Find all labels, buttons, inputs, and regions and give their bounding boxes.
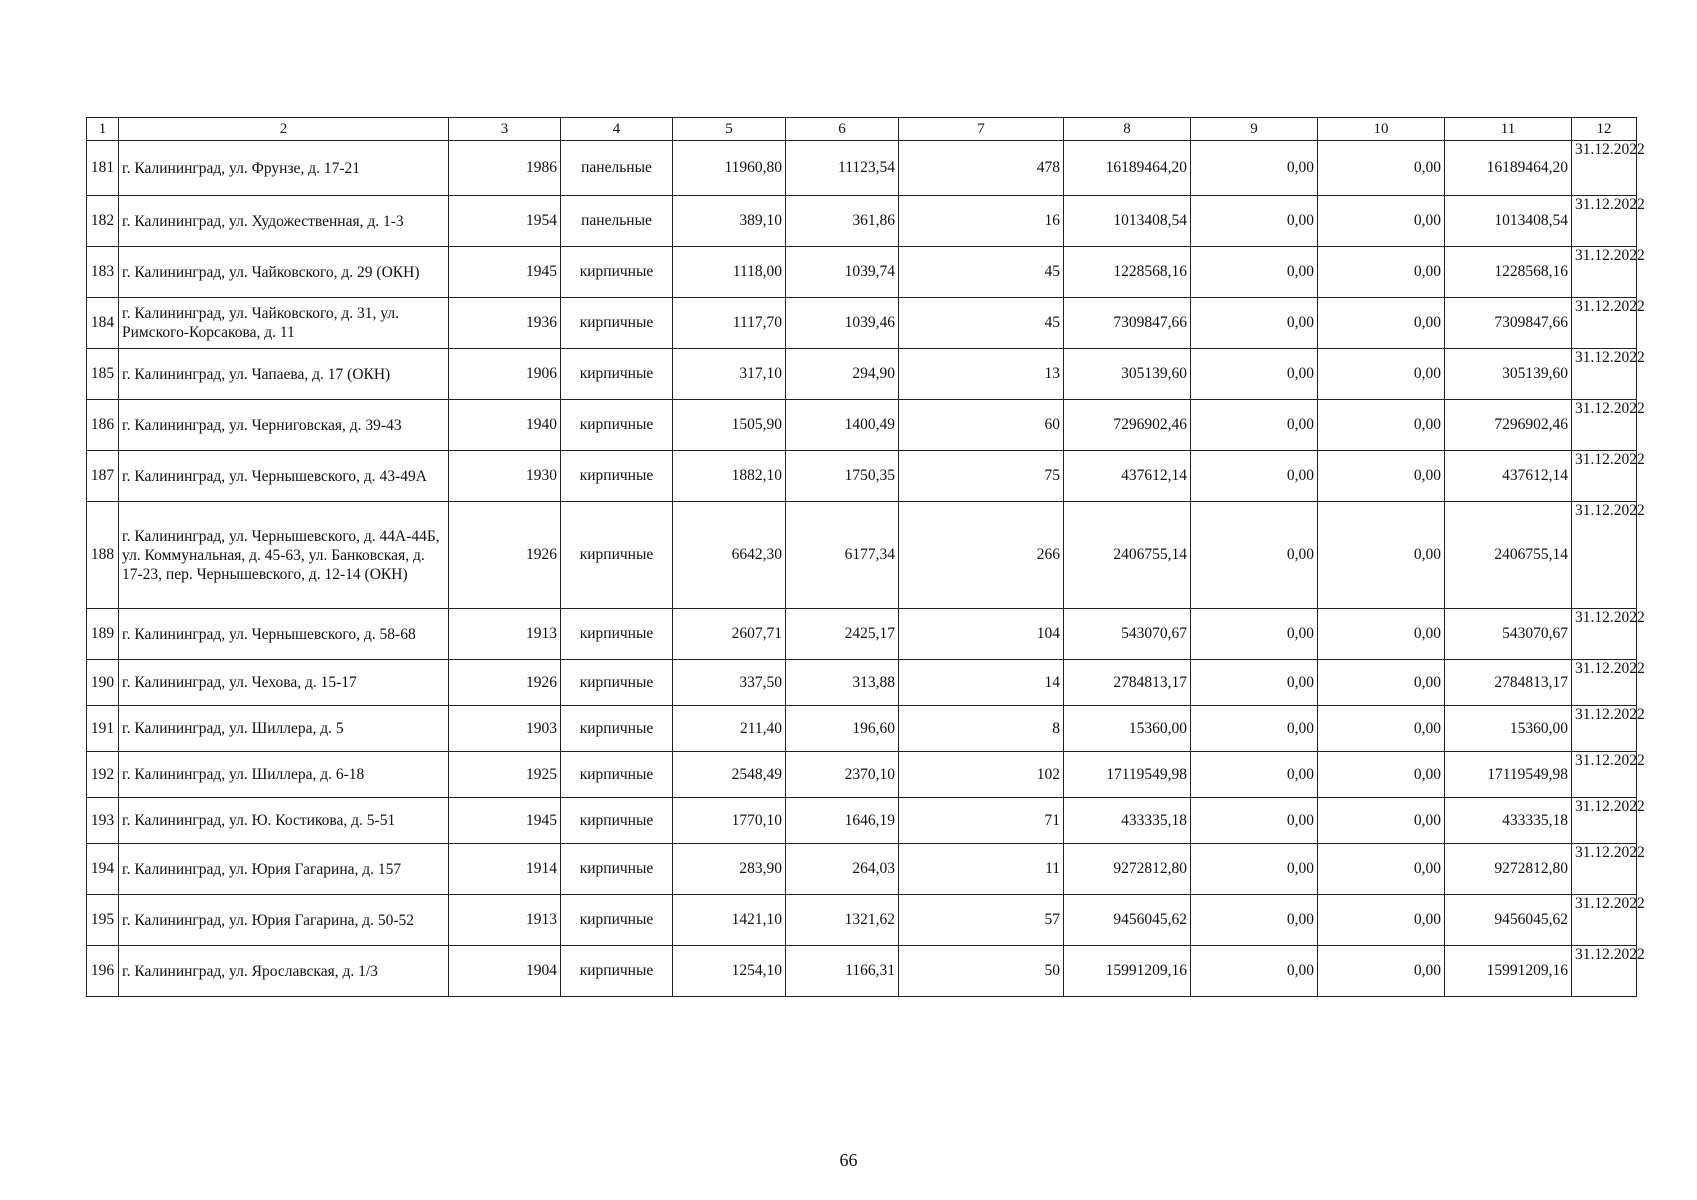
col11-cell: 16189464,20 (1445, 141, 1572, 196)
col10-cell: 0,00 (1318, 706, 1445, 752)
table-row (87, 609, 1637, 660)
date-cell: 31.12.2022 (1572, 196, 1637, 247)
col10-cell: 0,00 (1318, 798, 1445, 844)
page-number: 66 (839, 1150, 858, 1170)
column-header: 10 (1318, 118, 1445, 141)
column-header: 6 (786, 118, 899, 141)
date-cell: 31.12.2022 (1572, 798, 1637, 844)
col8-cell: 15360,00 (1064, 706, 1191, 752)
col7-cell: 102 (899, 752, 1064, 798)
address-cell: г. Калининград, ул. Художественная, д. 1-3 (119, 196, 449, 247)
col7-cell: 50 (899, 946, 1064, 997)
date-cell: 31.12.2022 (1572, 946, 1637, 997)
address-cell: г. Калининград, ул. Юрия Гагарина, д. 157 (119, 844, 449, 895)
column-header: 3 (449, 118, 561, 141)
register-body (87, 141, 1645, 997)
date-cell: 31.12.2022 (1572, 451, 1637, 502)
address-cell: г. Калининград, ул. Шиллера, д. 6-18 (119, 752, 449, 798)
col8-cell: 1228568,16 (1064, 247, 1191, 298)
column-header: 9 (1191, 118, 1318, 141)
wall-material-cell: кирпичные (561, 298, 673, 349)
col7-cell: 16 (899, 196, 1064, 247)
date-cell: 31.12.2022 (1572, 844, 1637, 895)
col10-cell: 0,00 (1318, 451, 1445, 502)
col9-cell: 0,00 (1191, 660, 1318, 706)
row-number-cell: 187 (87, 451, 119, 502)
col7-cell: 45 (899, 247, 1064, 298)
col6-cell: 313,88 (786, 660, 899, 706)
col11-cell: 2784813,17 (1445, 660, 1572, 706)
col9-cell: 0,00 (1191, 844, 1318, 895)
row-number-cell: 191 (87, 706, 119, 752)
wall-material-cell: кирпичные (561, 706, 673, 752)
col6-cell: 6177,34 (786, 502, 899, 609)
table-row (87, 502, 1637, 609)
col10-cell: 0,00 (1318, 141, 1445, 196)
col8-cell: 2784813,17 (1064, 660, 1191, 706)
row-number-cell: 186 (87, 400, 119, 451)
table-row (87, 844, 1637, 895)
col9-cell: 0,00 (1191, 752, 1318, 798)
build-year-cell: 1945 (449, 247, 561, 298)
col6-cell: 1039,46 (786, 298, 899, 349)
column-header: 7 (899, 118, 1064, 141)
address-cell: г. Калининград, ул. Фрунзе, д. 17-21 (119, 141, 449, 196)
wall-material-cell: панельные (561, 141, 673, 196)
col5-cell: 1770,10 (673, 798, 786, 844)
col6-cell: 1646,19 (786, 798, 899, 844)
col11-cell: 305139,60 (1445, 349, 1572, 400)
col7-cell: 45 (899, 298, 1064, 349)
wall-material-cell: кирпичные (561, 451, 673, 502)
wall-material-cell: кирпичные (561, 502, 673, 609)
column-header: 12 (1572, 118, 1637, 141)
row-number-cell: 193 (87, 798, 119, 844)
col10-cell: 0,00 (1318, 844, 1445, 895)
build-year-cell: 1940 (449, 400, 561, 451)
col9-cell: 0,00 (1191, 141, 1318, 196)
table-row (87, 247, 1637, 298)
address-cell: г. Калининград, ул. Чапаева, д. 17 (ОКН) (119, 349, 449, 400)
column-header: 11 (1445, 118, 1572, 141)
wall-material-cell: кирпичные (561, 895, 673, 946)
col5-cell: 1421,10 (673, 895, 786, 946)
row-number-cell: 195 (87, 895, 119, 946)
col8-cell: 305139,60 (1064, 349, 1191, 400)
date-cell: 31.12.2022 (1572, 895, 1637, 946)
row-number-cell: 184 (87, 298, 119, 349)
wall-material-cell: кирпичные (561, 844, 673, 895)
column-header: 1 (87, 118, 119, 141)
row-number-cell: 181 (87, 141, 119, 196)
table-row (87, 400, 1637, 451)
build-year-cell: 1926 (449, 660, 561, 706)
col7-cell: 60 (899, 400, 1064, 451)
build-year-cell: 1904 (449, 946, 561, 997)
col11-cell: 7309847,66 (1445, 298, 1572, 349)
wall-material-cell: кирпичные (561, 798, 673, 844)
col6-cell: 1400,49 (786, 400, 899, 451)
col8-cell: 437612,14 (1064, 451, 1191, 502)
column-header: 2 (119, 118, 449, 141)
col6-cell: 1039,74 (786, 247, 899, 298)
col6-cell: 1166,31 (786, 946, 899, 997)
col6-cell: 11123,54 (786, 141, 899, 196)
build-year-cell: 1930 (449, 451, 561, 502)
col8-cell: 2406755,14 (1064, 502, 1191, 609)
col5-cell: 2607,71 (673, 609, 786, 660)
col10-cell: 0,00 (1318, 752, 1445, 798)
table-row (87, 752, 1637, 798)
col8-cell: 15991209,16 (1064, 946, 1191, 997)
build-year-cell: 1925 (449, 752, 561, 798)
col5-cell: 337,50 (673, 660, 786, 706)
table-row (87, 298, 1637, 349)
col11-cell: 15360,00 (1445, 706, 1572, 752)
address-cell: г. Калининград, ул. Чернышевского, д. 43-49А (119, 451, 449, 502)
col11-cell: 15991209,16 (1445, 946, 1572, 997)
col8-cell: 16189464,20 (1064, 141, 1191, 196)
col7-cell: 71 (899, 798, 1064, 844)
col11-cell: 9456045,62 (1445, 895, 1572, 946)
address-cell: г. Калининград, ул. Чайковского, д. 29 (ОКН) (119, 247, 449, 298)
col7-cell: 8 (899, 706, 1064, 752)
col8-cell: 17119549,98 (1064, 752, 1191, 798)
build-year-cell: 1906 (449, 349, 561, 400)
row-number-cell: 183 (87, 247, 119, 298)
column-number-row (87, 118, 1637, 141)
table-row (87, 451, 1637, 502)
date-cell: 31.12.2022 (1572, 400, 1637, 451)
col7-cell: 13 (899, 349, 1064, 400)
col11-cell: 1228568,16 (1445, 247, 1572, 298)
wall-material-cell: кирпичные (561, 660, 673, 706)
date-cell: 31.12.2022 (1572, 660, 1637, 706)
col10-cell: 0,00 (1318, 196, 1445, 247)
col5-cell: 1117,70 (673, 298, 786, 349)
col10-cell: 0,00 (1318, 349, 1445, 400)
address-cell: г. Калининград, ул. Чайковского, д. 31, ул. Римского-Корсакова, д. 11 (119, 298, 449, 349)
col8-cell: 9272812,80 (1064, 844, 1191, 895)
col10-cell: 0,00 (1318, 946, 1445, 997)
col9-cell: 0,00 (1191, 609, 1318, 660)
col11-cell: 2406755,14 (1445, 502, 1572, 609)
col9-cell: 0,00 (1191, 798, 1318, 844)
col5-cell: 6642,30 (673, 502, 786, 609)
col6-cell: 2425,17 (786, 609, 899, 660)
col9-cell: 0,00 (1191, 247, 1318, 298)
col7-cell: 75 (899, 451, 1064, 502)
build-year-cell: 1954 (449, 196, 561, 247)
date-cell: 31.12.2022 (1572, 247, 1637, 298)
address-cell: г. Калининград, ул. Чернышевского, д. 44А-44Б, ул. Коммунальная, д. 45-63, ул. Банковская, д. 17-23, пер. Чернышевского, д. 12-14 (ОКН) (119, 502, 449, 609)
build-year-cell: 1903 (449, 706, 561, 752)
col8-cell: 7296902,46 (1064, 400, 1191, 451)
column-header: 8 (1064, 118, 1191, 141)
row-number-cell: 190 (87, 660, 119, 706)
col11-cell: 543070,67 (1445, 609, 1572, 660)
col7-cell: 11 (899, 844, 1064, 895)
col11-cell: 433335,18 (1445, 798, 1572, 844)
col6-cell: 1321,62 (786, 895, 899, 946)
col7-cell: 104 (899, 609, 1064, 660)
col5-cell: 1882,10 (673, 451, 786, 502)
col7-cell: 266 (899, 502, 1064, 609)
row-number-cell: 185 (87, 349, 119, 400)
col5-cell: 1118,00 (673, 247, 786, 298)
column-header: 4 (561, 118, 673, 141)
row-number-cell: 194 (87, 844, 119, 895)
col10-cell: 0,00 (1318, 247, 1445, 298)
row-number-cell: 189 (87, 609, 119, 660)
build-year-cell: 1936 (449, 298, 561, 349)
address-cell: г. Калининград, ул. Чехова, д. 15-17 (119, 660, 449, 706)
table-row (87, 895, 1637, 946)
col6-cell: 294,90 (786, 349, 899, 400)
col6-cell: 1750,35 (786, 451, 899, 502)
address-cell: г. Калининград, ул. Шиллера, д. 5 (119, 706, 449, 752)
date-cell: 31.12.2022 (1572, 502, 1637, 609)
build-year-cell: 1913 (449, 609, 561, 660)
col8-cell: 7309847,66 (1064, 298, 1191, 349)
col7-cell: 14 (899, 660, 1064, 706)
col11-cell: 7296902,46 (1445, 400, 1572, 451)
col11-cell: 437612,14 (1445, 451, 1572, 502)
col10-cell: 0,00 (1318, 502, 1445, 609)
col5-cell: 1505,90 (673, 400, 786, 451)
build-year-cell: 1945 (449, 798, 561, 844)
col6-cell: 196,60 (786, 706, 899, 752)
wall-material-cell: кирпичные (561, 609, 673, 660)
date-cell: 31.12.2022 (1572, 349, 1637, 400)
col5-cell: 283,90 (673, 844, 786, 895)
col10-cell: 0,00 (1318, 660, 1445, 706)
row-number-cell: 182 (87, 196, 119, 247)
col8-cell: 1013408,54 (1064, 196, 1191, 247)
wall-material-cell: панельные (561, 196, 673, 247)
col6-cell: 264,03 (786, 844, 899, 895)
col7-cell: 57 (899, 895, 1064, 946)
col9-cell: 0,00 (1191, 196, 1318, 247)
address-cell: г. Калининград, ул. Юрия Гагарина, д. 50-52 (119, 895, 449, 946)
wall-material-cell: кирпичные (561, 247, 673, 298)
date-cell: 31.12.2022 (1572, 706, 1637, 752)
col9-cell: 0,00 (1191, 451, 1318, 502)
col9-cell: 0,00 (1191, 706, 1318, 752)
col6-cell: 2370,10 (786, 752, 899, 798)
col10-cell: 0,00 (1318, 298, 1445, 349)
address-cell: г. Калининград, ул. Черниговская, д. 39-43 (119, 400, 449, 451)
col11-cell: 9272812,80 (1445, 844, 1572, 895)
table-row (87, 798, 1637, 844)
date-cell: 31.12.2022 (1572, 609, 1637, 660)
build-year-cell: 1914 (449, 844, 561, 895)
address-cell: г. Калининград, ул. Ю. Костикова, д. 5-51 (119, 798, 449, 844)
col10-cell: 0,00 (1318, 400, 1445, 451)
col5-cell: 389,10 (673, 196, 786, 247)
col9-cell: 0,00 (1191, 946, 1318, 997)
col9-cell: 0,00 (1191, 298, 1318, 349)
address-cell: г. Калининград, ул. Ярославская, д. 1/3 (119, 946, 449, 997)
housing-register-table (86, 117, 1645, 997)
col6-cell: 361,86 (786, 196, 899, 247)
col8-cell: 9456045,62 (1064, 895, 1191, 946)
row-number-cell: 192 (87, 752, 119, 798)
build-year-cell: 1926 (449, 502, 561, 609)
wall-material-cell: кирпичные (561, 349, 673, 400)
row-number-cell: 196 (87, 946, 119, 997)
col11-cell: 1013408,54 (1445, 196, 1572, 247)
wall-material-cell: кирпичные (561, 946, 673, 997)
wall-material-cell: кирпичные (561, 752, 673, 798)
table-row (87, 141, 1637, 196)
col8-cell: 543070,67 (1064, 609, 1191, 660)
col5-cell: 11960,80 (673, 141, 786, 196)
col5-cell: 1254,10 (673, 946, 786, 997)
col5-cell: 2548,49 (673, 752, 786, 798)
col9-cell: 0,00 (1191, 502, 1318, 609)
col5-cell: 317,10 (673, 349, 786, 400)
col9-cell: 0,00 (1191, 895, 1318, 946)
build-year-cell: 1913 (449, 895, 561, 946)
build-year-cell: 1986 (449, 141, 561, 196)
date-cell: 31.12.2022 (1572, 298, 1637, 349)
column-header: 5 (673, 118, 786, 141)
row-number-cell: 188 (87, 502, 119, 609)
table-row (87, 706, 1637, 752)
col9-cell: 0,00 (1191, 349, 1318, 400)
table-row (87, 196, 1637, 247)
table-row (87, 660, 1637, 706)
address-cell: г. Калининград, ул. Чернышевского, д. 58-68 (119, 609, 449, 660)
table-row (87, 349, 1637, 400)
col9-cell: 0,00 (1191, 400, 1318, 451)
wall-material-cell: кирпичные (561, 400, 673, 451)
col10-cell: 0,00 (1318, 895, 1445, 946)
col7-cell: 478 (899, 141, 1064, 196)
col8-cell: 433335,18 (1064, 798, 1191, 844)
table-row (87, 946, 1637, 997)
col5-cell: 211,40 (673, 706, 786, 752)
col10-cell: 0,00 (1318, 609, 1445, 660)
date-cell: 31.12.2022 (1572, 752, 1637, 798)
date-cell: 31.12.2022 (1572, 141, 1637, 196)
col11-cell: 17119549,98 (1445, 752, 1572, 798)
